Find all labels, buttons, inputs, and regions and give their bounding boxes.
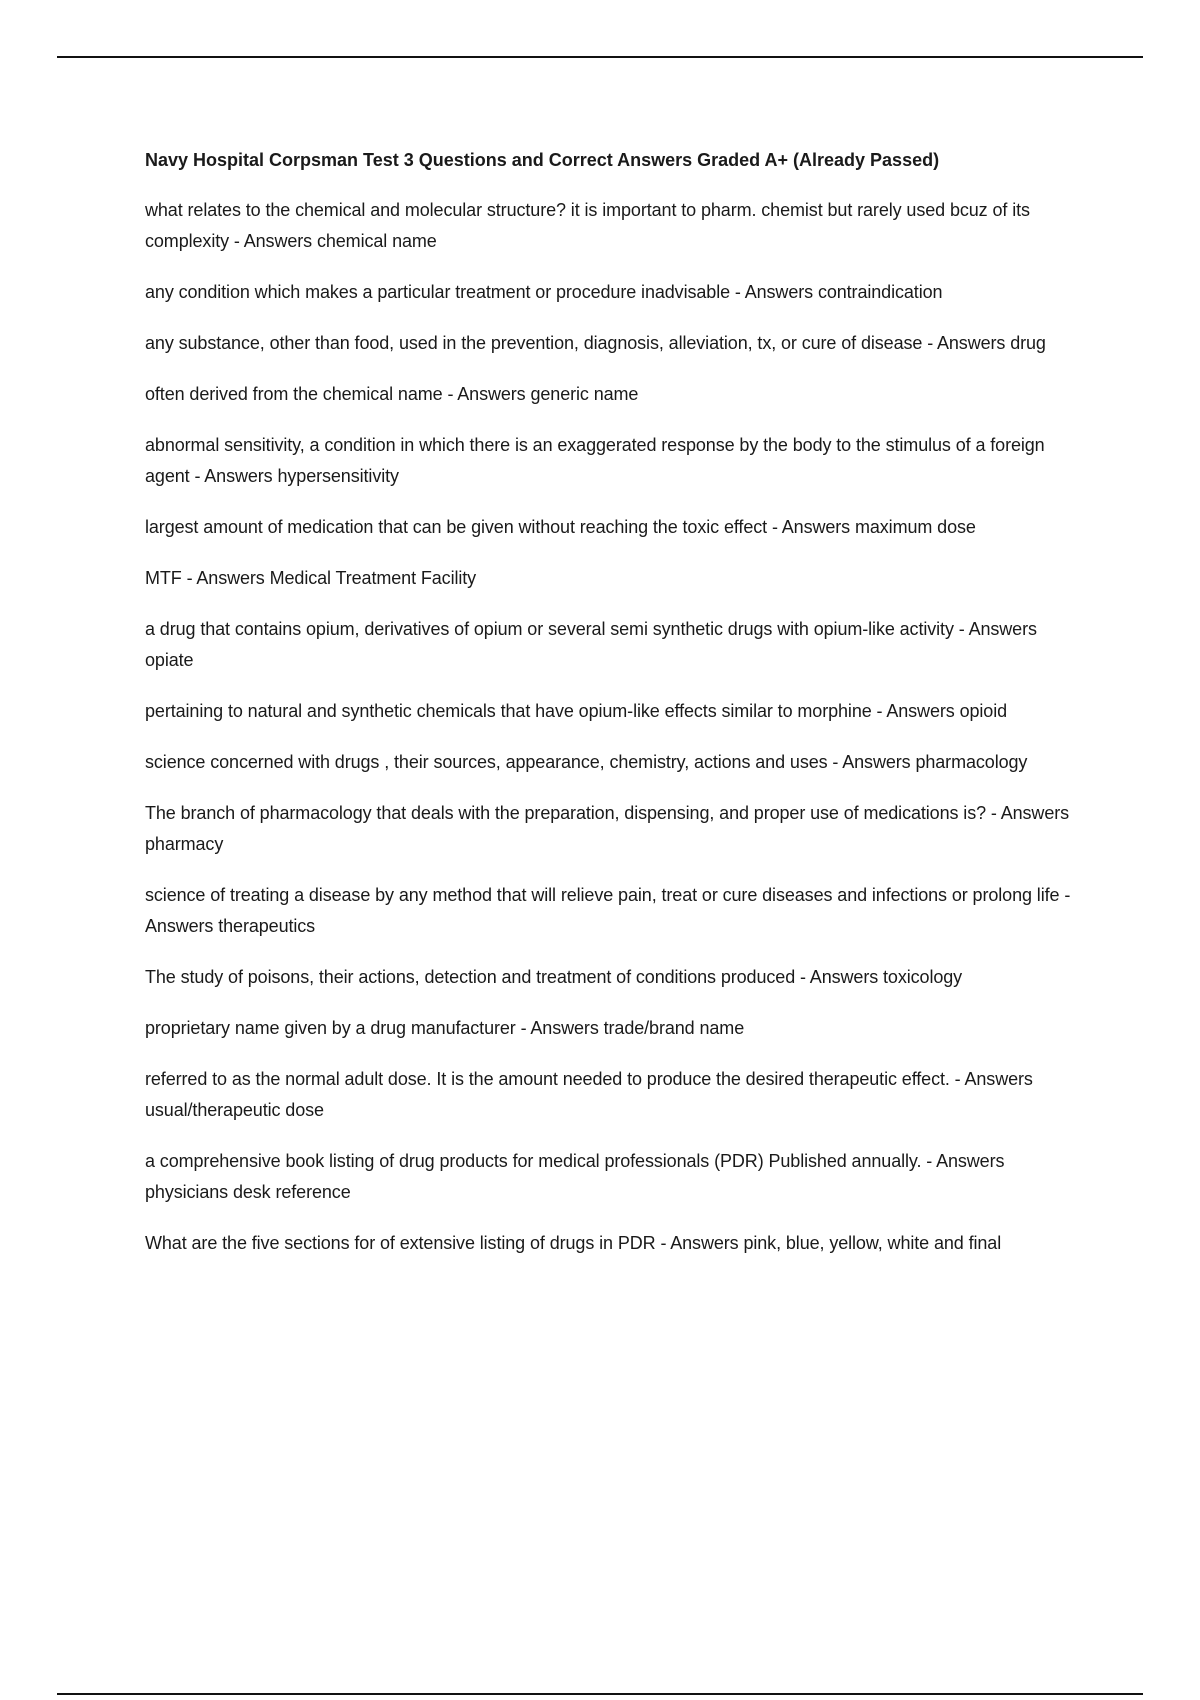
qa-item: any condition which makes a particular treatment or procedure inadvisable - Answers contraindication bbox=[145, 282, 943, 302]
qa-item: The branch of pharmacology that deals with the preparation, dispensing, and proper use of medications is? - Answers pharmacy bbox=[145, 803, 1070, 854]
qa-item: The study of poisons, their actions, detection and treatment of conditions produced - Answers toxicology bbox=[145, 967, 963, 987]
qa-item: referred to as the normal adult dose. It is the amount needed to produce the desired therapeutic effect. - Answers usual/therapeutic dose bbox=[145, 1069, 1033, 1120]
header-rule bbox=[57, 56, 1143, 58]
qa-list bbox=[145, 195, 1090, 1259]
qa-item: science concerned with drugs , their sources, appearance, chemistry, actions and uses - Answers pharmacology bbox=[145, 752, 1028, 772]
qa-item: a comprehensive book listing of drug products for medical professionals (PDR) Published annually. - Answers physicians desk reference bbox=[145, 1151, 1005, 1202]
qa-item: proprietary name given by a drug manufacturer - Answers trade/brand name bbox=[145, 1018, 745, 1038]
qa-item: largest amount of medication that can be given without reaching the toxic effect - Answers maximum dose bbox=[145, 517, 976, 537]
qa-item: science of treating a disease by any method that will relieve pain, treat or cure diseases and infections or prolong life - Answers therapeutics bbox=[145, 885, 1071, 936]
document-title: Navy Hospital Corpsman Test 3 Questions and Correct Answers Graded A+ (Already Passed) bbox=[145, 150, 940, 170]
qa-item: a drug that contains opium, derivatives of opium or several semi synthetic drugs with opium-like activity - Answers opiate bbox=[145, 619, 1037, 670]
qa-item: pertaining to natural and synthetic chemicals that have opium-like effects similar to morphine - Answers opioid bbox=[145, 701, 1008, 721]
qa-item: what relates to the chemical and molecular structure? it is important to pharm. chemist but rarely used bcuz of its complexity - Answers chemical name bbox=[145, 200, 1030, 251]
qa-item: abnormal sensitivity, a condition in which there is an exaggerated response by the body to the stimulus of a foreign agent - Answers hypersensitivity bbox=[145, 435, 1045, 486]
qa-item: any substance, other than food, used in the prevention, diagnosis, alleviation, tx, or cure of disease - Answers drug bbox=[145, 333, 1046, 353]
document-body bbox=[145, 145, 1090, 1279]
qa-item: What are the five sections for of extensive listing of drugs in PDR - Answers pink, blue, yellow, white and final bbox=[145, 1233, 1002, 1253]
footer-rule bbox=[57, 1693, 1143, 1695]
qa-item: often derived from the chemical name - Answers generic name bbox=[145, 384, 639, 404]
qa-item: MTF - Answers Medical Treatment Facility bbox=[145, 568, 477, 588]
